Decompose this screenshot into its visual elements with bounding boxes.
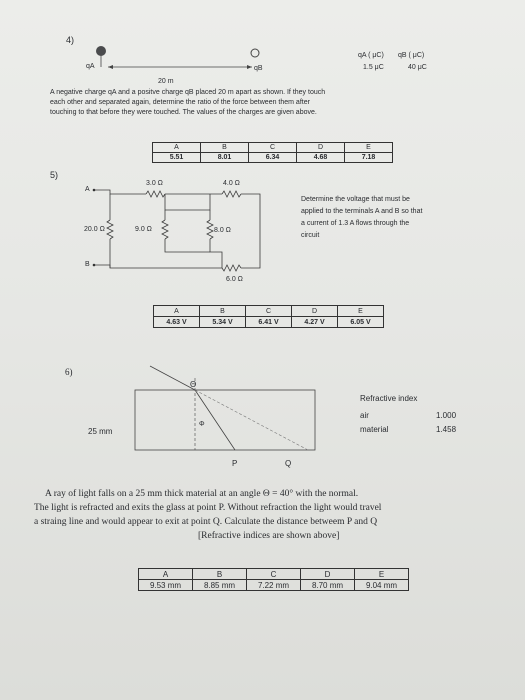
question-5-answer-table <box>153 305 384 328</box>
resistor-9-label: 9.0 Ω <box>135 226 152 233</box>
answer-e[interactable]: 7.18 <box>345 153 393 163</box>
charge-a-header: qA ( μC) <box>358 52 384 59</box>
resistor-3-label: 3.0 Ω <box>146 180 163 187</box>
node-a-label: A <box>85 186 90 193</box>
wire-bottom <box>94 265 222 268</box>
answer-d[interactable]: 4.68 <box>297 153 345 163</box>
resistor-9-icon <box>162 220 168 239</box>
resistor-8-label: 8.0 Ω <box>214 227 231 234</box>
answer-options-row <box>153 143 393 153</box>
arrow-right-icon <box>247 65 252 69</box>
question-5-number: 5) <box>50 170 59 180</box>
answer-e[interactable]: 9.04 mm <box>355 580 409 591</box>
question-6-text-line-3: a straing line and would appear to exit at point Q. Calculate the distance betweem P and Q <box>34 517 378 527</box>
question-6-text-line-4: [Refractive indices are shown above] <box>198 531 340 541</box>
answer-e[interactable]: 6.05 V <box>338 317 384 328</box>
option-b[interactable]: B <box>200 306 246 317</box>
answer-b[interactable]: 8.01 <box>201 153 249 163</box>
circuit-diagram <box>90 180 280 280</box>
charge-a-icon <box>96 46 106 56</box>
answer-a[interactable]: 5.51 <box>153 153 201 163</box>
resistor-20-icon <box>107 220 113 239</box>
wire-parallel-bottom <box>165 239 210 252</box>
answer-options-row <box>154 306 384 317</box>
answer-b[interactable]: 5.34 V <box>200 317 246 328</box>
resistor-4-icon <box>222 191 241 197</box>
wire-right <box>241 194 260 268</box>
answer-c[interactable]: 7.22 mm <box>247 580 301 591</box>
answer-a[interactable]: 4.63 V <box>154 317 200 328</box>
resistor-4-label: 4.0 Ω <box>223 180 240 187</box>
option-a[interactable]: A <box>139 569 193 580</box>
charge-b-icon <box>251 49 259 57</box>
node-b-label: B <box>85 261 90 268</box>
terminal-b-icon <box>93 264 96 267</box>
ri-material-label: material <box>360 425 389 434</box>
refractive-index-title: Refractive index <box>360 394 418 403</box>
option-e[interactable]: E <box>345 143 393 153</box>
answer-values-row <box>154 317 384 328</box>
question-6-number: 6) <box>65 367 73 377</box>
ri-material-value: 1.458 <box>436 425 457 434</box>
option-d[interactable]: D <box>301 569 355 580</box>
phi-label: Φ <box>199 421 205 428</box>
wire-8-bottom <box>210 239 222 268</box>
ri-air-value: 1.000 <box>436 411 457 420</box>
undeviated-ray <box>195 390 308 450</box>
question-5-text-line-4: circuit <box>301 232 320 239</box>
question-6-answer-table <box>138 568 409 591</box>
option-b[interactable]: B <box>201 143 249 153</box>
option-d[interactable]: D <box>292 306 338 317</box>
charge-b-header: qB ( μC) <box>398 52 425 59</box>
refraction-diagram <box>100 360 330 470</box>
point-p-label: P <box>232 459 238 468</box>
wire-parallel-top <box>165 194 210 210</box>
charge-a-value: 1.5 μC <box>363 64 384 71</box>
question-6-text-line-1: A ray of light falls on a 25 mm thick material at an angle Θ = 40° with the normal. <box>45 489 359 499</box>
incident-ray <box>150 366 195 390</box>
answer-c[interactable]: 6.34 <box>249 153 297 163</box>
material-block <box>135 390 315 450</box>
question-6-text-line-2: The light is refracted and exits the glass at point P. Without refraction the light would travel <box>34 503 382 513</box>
charge-a-label: qA <box>86 63 95 70</box>
option-a[interactable]: A <box>154 306 200 317</box>
charge-b-value: 40 μC <box>408 64 427 71</box>
theta-label: Θ <box>190 380 197 389</box>
resistor-20-label: 20.0 Ω <box>84 226 105 233</box>
resistor-8-icon <box>207 220 213 239</box>
charge-b-label: qB <box>254 65 263 72</box>
option-d[interactable]: D <box>297 143 345 153</box>
answer-a[interactable]: 9.53 mm <box>139 580 193 591</box>
answer-c[interactable]: 6.41 V <box>246 317 292 328</box>
point-q-label: Q <box>285 459 292 468</box>
terminal-a-icon <box>93 189 96 192</box>
answer-d[interactable]: 8.70 mm <box>301 580 355 591</box>
ri-air-label: air <box>360 411 369 420</box>
question-5-text-line-1: Determine the voltage that must be <box>301 196 410 203</box>
answer-values-row <box>153 153 393 163</box>
option-a[interactable]: A <box>153 143 201 153</box>
resistor-6-label: 6.0 Ω <box>226 276 243 283</box>
answer-d[interactable]: 4.27 V <box>292 317 338 328</box>
option-c[interactable]: C <box>249 143 297 153</box>
answer-b[interactable]: 8.85 mm <box>193 580 247 591</box>
option-e[interactable]: E <box>355 569 409 580</box>
arrow-left-icon <box>108 65 113 69</box>
question-4-text-line-1: A negative charge qA and a positve charge qB placed 20 m apart as shown. If they touch <box>50 89 326 96</box>
option-b[interactable]: B <box>193 569 247 580</box>
option-e[interactable]: E <box>338 306 384 317</box>
resistor-3-icon <box>146 191 165 197</box>
resistor-6-icon <box>222 265 241 271</box>
option-c[interactable]: C <box>247 569 301 580</box>
option-c[interactable]: C <box>246 306 292 317</box>
question-5-text-line-3: a current of 1.3 A flows through the <box>301 220 410 227</box>
wire-top-left <box>94 190 146 194</box>
answer-values-row <box>139 580 409 591</box>
question-4-text-line-2: each other and separated again, determine the ratio of the force between them after <box>50 99 310 106</box>
question-4-number: 4) <box>66 35 75 45</box>
question-4-answer-table <box>152 142 393 163</box>
thickness-label: 25 mm <box>88 427 113 436</box>
answer-options-row <box>139 569 409 580</box>
question-4-text-line-3: touching to that before they were touched. The values of the charges are given above. <box>50 109 317 116</box>
distance-label: 20 m <box>158 78 174 85</box>
question-5-text-line-2: applied to the terminals A and B so that <box>301 208 423 215</box>
